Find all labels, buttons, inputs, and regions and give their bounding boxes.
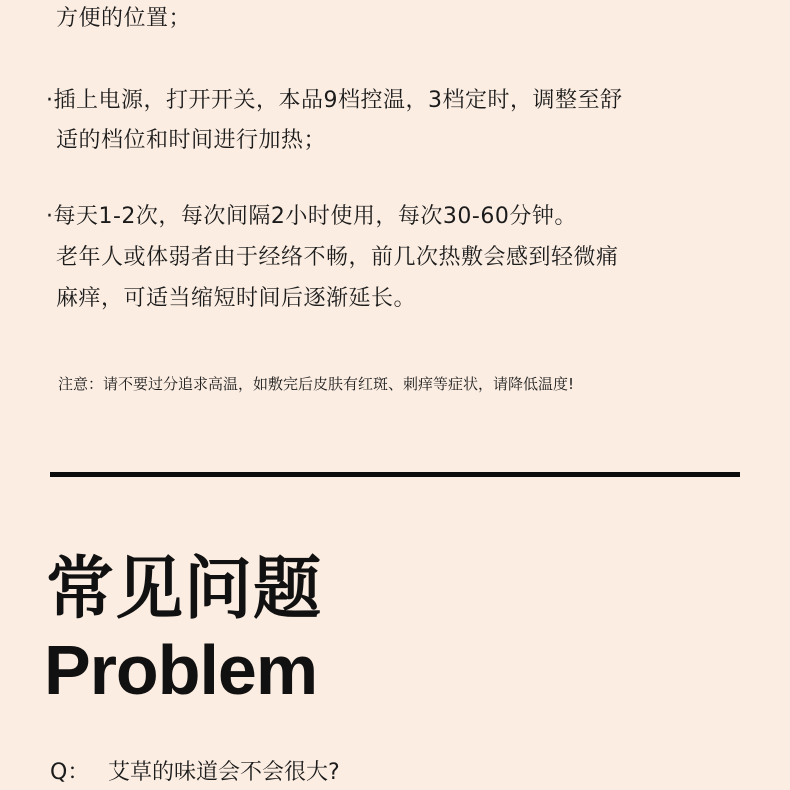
section-title-cn: 常见问题 [46,550,323,629]
warning-note: 注意：请不要过分追求高温，如敷完后皮肤有红斑、刺痒等症状，请降低温度! [58,375,575,393]
instruction-line: 方便的位置； [56,6,192,31]
faq-q-label: Q： [50,760,90,785]
instruction-line: ·插上电源，打开开关，本品9档控温，3档定时，调整至舒 [46,88,623,113]
instruction-line: ·每天1-2次，每次间隔2小时使用，每次30-60分钟。 [46,204,577,229]
faq-q-text: 艾草的味道会不会很大? [108,760,340,785]
faq-question [50,756,340,790]
instruction-line: 麻痒，可适当缩短时间后逐渐延长。 [56,286,417,311]
section-divider [50,472,740,477]
section-title-en: Problem [44,631,318,709]
instruction-line: 老年人或体弱者由于经络不畅，前几次热敷会感到轻微痛 [56,245,619,270]
instruction-line: 适的档位和时间进行加热； [56,128,327,153]
